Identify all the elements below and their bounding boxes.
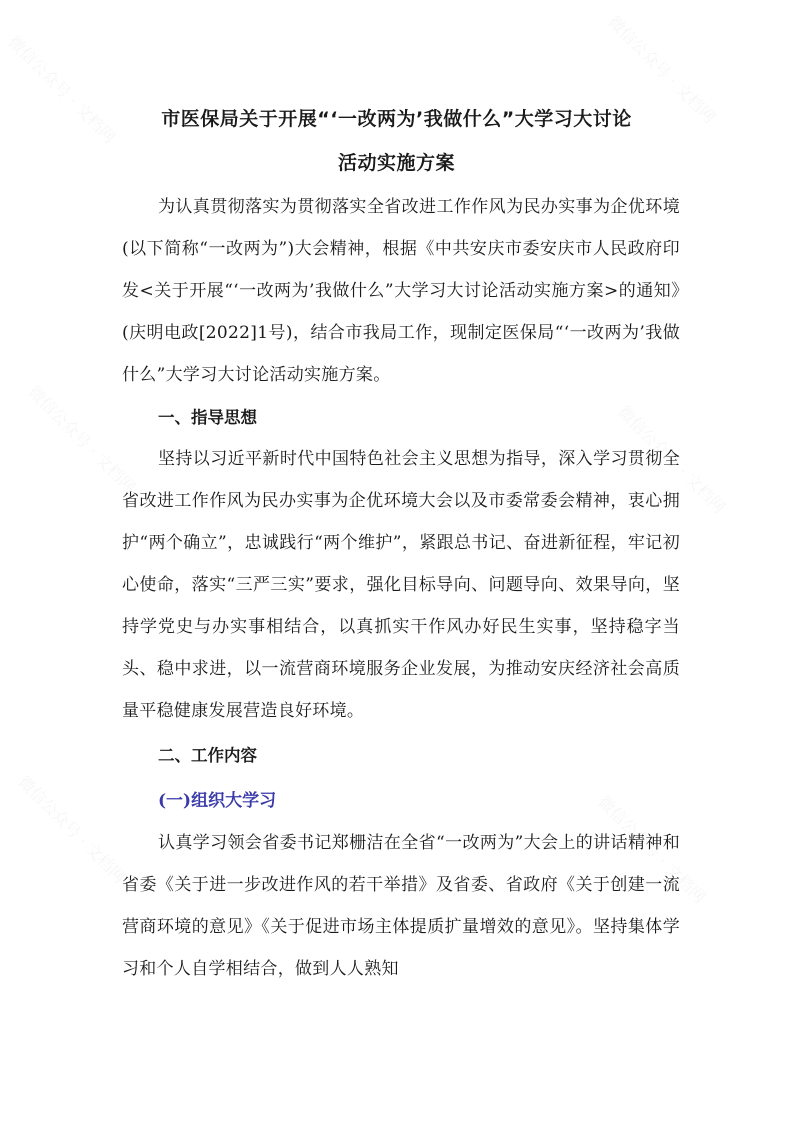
- intro-paragraph: 为认真贯彻落实为贯彻落实全省改进工作作风为民办实事为企优环境(以下简称“一改两为”)大会精神，根据《中共安庆市委安庆市人民政府印发<关于开展“‘一改两为’我做什么”大学习大讨论活动实施方案>的通知》(庆明电政[2022]1号)，结合市我局工作，现制定医保局“‘一改两为’我做什么”大学习大讨论活动实施方案。: [122, 197, 680, 385]
- watermark: 微信公众号 · 文档网: [24, 382, 140, 497]
- watermark: 微信公众号 · 文档网: [14, 772, 130, 887]
- section-heading-guiding-thought: 一、指导思想: [158, 408, 257, 427]
- watermark: 微信公众号 · 文档网: [594, 792, 710, 907]
- watermark: 微信公众号 · 文档网: [614, 402, 730, 517]
- watermark: 微信公众号 · 文档网: [604, 12, 720, 127]
- organize-study-paragraph: 认真学习领会省委书记郑栅洁在全省“一改两为”大会上的讲话精神和省委《关于进一步改进作风的若干举措》及省委、省政府《关于创建一流营商环境的意见》《关于促进市场主体提质扩量增效的意见》。坚持集体学习和个人自学相结合，做到人人熟知: [122, 833, 680, 979]
- guiding-thought-paragraph: 坚持以习近平新时代中国特色社会主义思想为指导，深入学习贯彻全省改进工作作风为民办实事为企优环境大会以及市委常委会精神，衷心拥护“两个确立”，忠诚践行“两个维护”，紧跟总书记、奋进新征程，牢记初心使命，落实“三严三实”要求，强化目标导向、问题导向、效果导向，坚持学党史与办实事相结合，以真抓实干作风办好民生实事，坚持稳字当头、稳中求进，以一流营商环境服务企业发展，为推动安庆经济社会高质量平稳健康发展营造良好环境。: [122, 449, 680, 721]
- subsection-heading-organize-study: (一)组织大学习: [158, 791, 277, 811]
- document-title-line1: 市医保局关于开展“‘一改两为’我做什么”大学习大讨论: [161, 108, 632, 130]
- watermark: 微信公众号 · 文档网: [4, 32, 120, 147]
- document-title-line2: 活动实施方案: [337, 152, 455, 174]
- section-heading-work-content: 二、工作内容: [158, 746, 257, 765]
